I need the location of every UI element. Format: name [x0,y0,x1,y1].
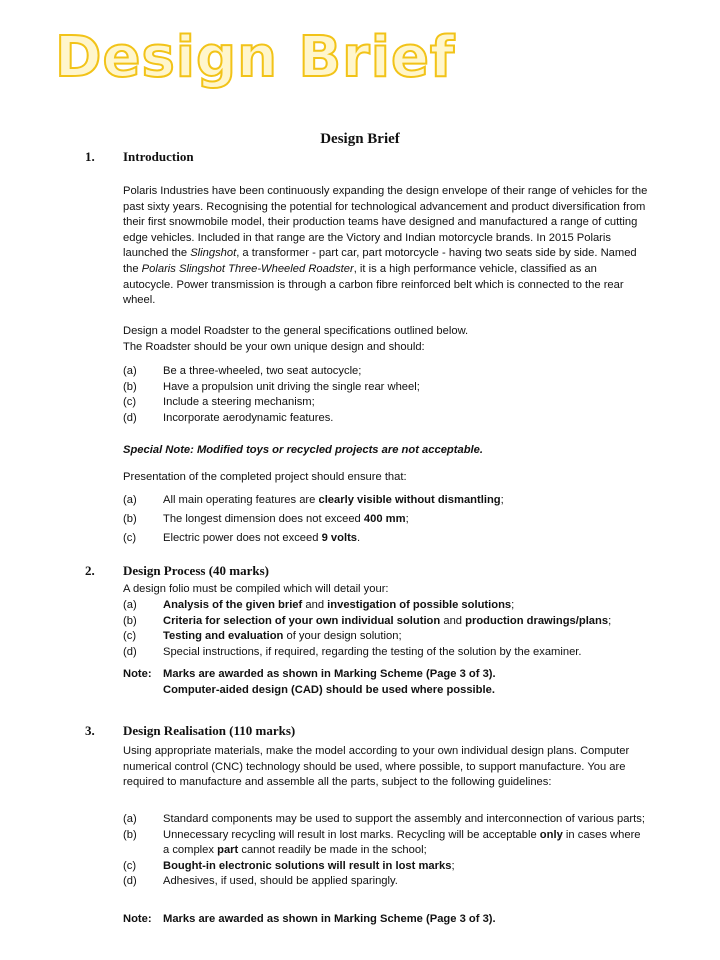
banner-title: Design Brief [55,25,456,90]
intro-paragraph: Polaris Industries have been continuously expanding the design envelope of their range of vehicles for the past sixty years. Recognising the potential for technological advancement and product diversification from their first snowmobile model, their production teams have designed and manufactured a range of cutting edge vehicles. Included in that range are the Victory and Indian motorcycle brands. In 2015 Polaris launched the Slingshot, a transformer - part car, part motorcycle - having two seats side by side. Named the Polaris Slingshot Three-Wheeled Roadster, it is a high performance vehicle, classified as an autocycle. Power transmission is through a carbon fibre reinforced belt which is connected to the rear wheel. [123,185,648,307]
list-item: (a) Be a three-wheeled, two seat autocycle; [123,365,362,377]
list-item: (a) Analysis of the given brief and investigation of possible solutions; [123,599,515,611]
list-item: (b) Unnecessary recycling will result in lost marks. Recycling will be acceptable only in cases where a complex part cannot readily be made in the school; [123,828,641,857]
list-item: (d) Adhesives, if used, should be applied sparingly. [123,875,398,888]
presentation-list [123,491,648,548]
process-note: Note: Marks are awarded as shown in Marking Scheme (Page 3 of 3). Computer-aided design (CAD) should be used where possible. [123,668,496,696]
document-title: Design Brief [320,131,400,147]
specification-intro: Design a model Roadster to the general specifications outlined below. The Roadster should be your own unique design and should: [123,325,469,353]
list-item: (c) Bought-in electronic solutions will result in lost marks; [123,859,455,872]
section-title: Introduction [123,149,194,164]
process-intro: A design folio must be compiled which will detail your: [123,583,389,595]
realisation-intro: Using appropriate materials, make the model according to your own individual design plans. Computer numerical control (CNC) technology should be used, where possible, to support manufacture. You are required to manufacture and assemble all the parts, subject to the following guidelines: [123,745,630,789]
presentation-intro: Presentation of the completed project should ensure that: [123,471,407,483]
section-title: Design Realisation (110 marks) [123,723,296,738]
specification-list [123,364,648,426]
list-item: (d) Special instructions, if required, regarding the testing of the solution by the examiner. [123,645,582,658]
list-item: (c) Include a steering mechanism; [123,396,315,409]
list-item: (c) Electric power does not exceed 9 volts. [123,532,361,544]
list-item: (b) The longest dimension does not exceed 400 mm; [123,513,409,525]
process-list [123,598,648,660]
list-item: (d) Incorporate aerodynamic features. [123,411,334,424]
realisation-list [123,812,648,890]
list-item: (b) Have a propulsion unit driving the single rear wheel; [123,380,420,393]
section-number: 2. [85,563,95,578]
special-note: Special Note: Modified toys or recycled projects are not acceptable. [123,444,483,456]
list-item: (c) Testing and evaluation of your design solution; [123,630,402,643]
list-item: (b) Criteria for selection of your own individual solution and production drawings/plans; [123,614,612,627]
section-number: 3. [85,723,95,738]
list-item: (a) All main operating features are clearly visible without dismantling; [123,494,504,506]
section-number: 1. [85,149,95,164]
realisation-note: Note: Marks are awarded as shown in Marking Scheme (Page 3 of 3). [123,913,496,925]
section-title: Design Process (40 marks) [123,563,269,578]
list-item: (a) Standard components may be used to support the assembly and interconnection of various parts; [123,813,645,825]
